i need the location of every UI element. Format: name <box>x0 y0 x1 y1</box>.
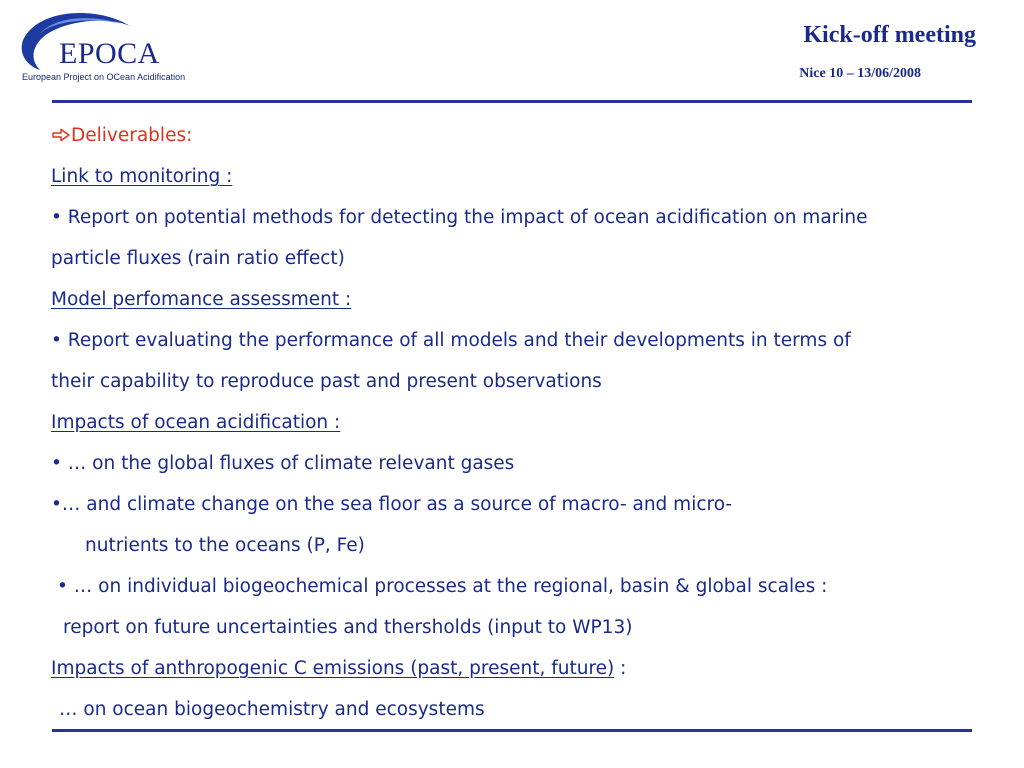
anthropogenic-emissions-heading: Impacts of anthropogenic C emissions (past, present, future) <box>51 658 615 679</box>
deliverables-label: Deliverables: <box>71 125 193 146</box>
impacts-bullet-seafloor: •… and climate change on the sea floor as a source of macro- and micro- <box>51 494 733 515</box>
impacts-bullet-processes: • … on individual biogeochemical processes at the regional, basin & global scales : <box>57 576 828 597</box>
slide-body <box>51 115 991 730</box>
logo-name: EPOCA <box>59 37 160 70</box>
link-monitoring-heading: Link to monitoring : <box>51 166 233 187</box>
arrow-right-icon <box>51 128 71 142</box>
model-bullet-continued: their capability to reproduce past and present observations <box>51 371 602 392</box>
impacts-bullet-processes-continued: report on future uncertainties and thersholds (input to WP13) <box>63 617 633 638</box>
link-heading-line <box>51 156 991 197</box>
impacts-heading-line <box>51 402 991 443</box>
header-divider <box>52 100 972 103</box>
meeting-date: Nice 10 – 13/06/2008 <box>799 66 921 81</box>
epoca-logo <box>18 10 193 90</box>
model-bullet: • Report evaluating the performance of all models and their developments in terms of <box>51 330 851 351</box>
logo-subtitle: European Project on OCean Acidification <box>22 72 186 82</box>
impacts-bullet-seafloor-continued: nutrients to the oceans (P, Fe) <box>85 535 365 556</box>
model-heading-line <box>51 279 991 320</box>
deliverables-heading <box>51 115 991 156</box>
anthropogenic-heading-colon: : <box>614 658 627 679</box>
impacts-bullet-gases: • … on the global fluxes of climate relevant gases <box>51 453 515 474</box>
anthro-ecosystems-line: … on ocean biogeochemistry and ecosystems <box>59 699 485 720</box>
link-bullet: • Report on potential methods for detecting the impact of ocean acidification on marine <box>51 207 868 228</box>
meeting-title: Kick-off meeting <box>803 22 976 48</box>
footer-divider <box>52 729 972 732</box>
model-assessment-heading: Model perfomance assessment : <box>51 289 352 310</box>
anthro-heading-line <box>51 648 991 689</box>
link-bullet-continued: particle fluxes (rain ratio effect) <box>51 248 345 269</box>
impacts-acidification-heading: Impacts of ocean acidification : <box>51 412 341 433</box>
